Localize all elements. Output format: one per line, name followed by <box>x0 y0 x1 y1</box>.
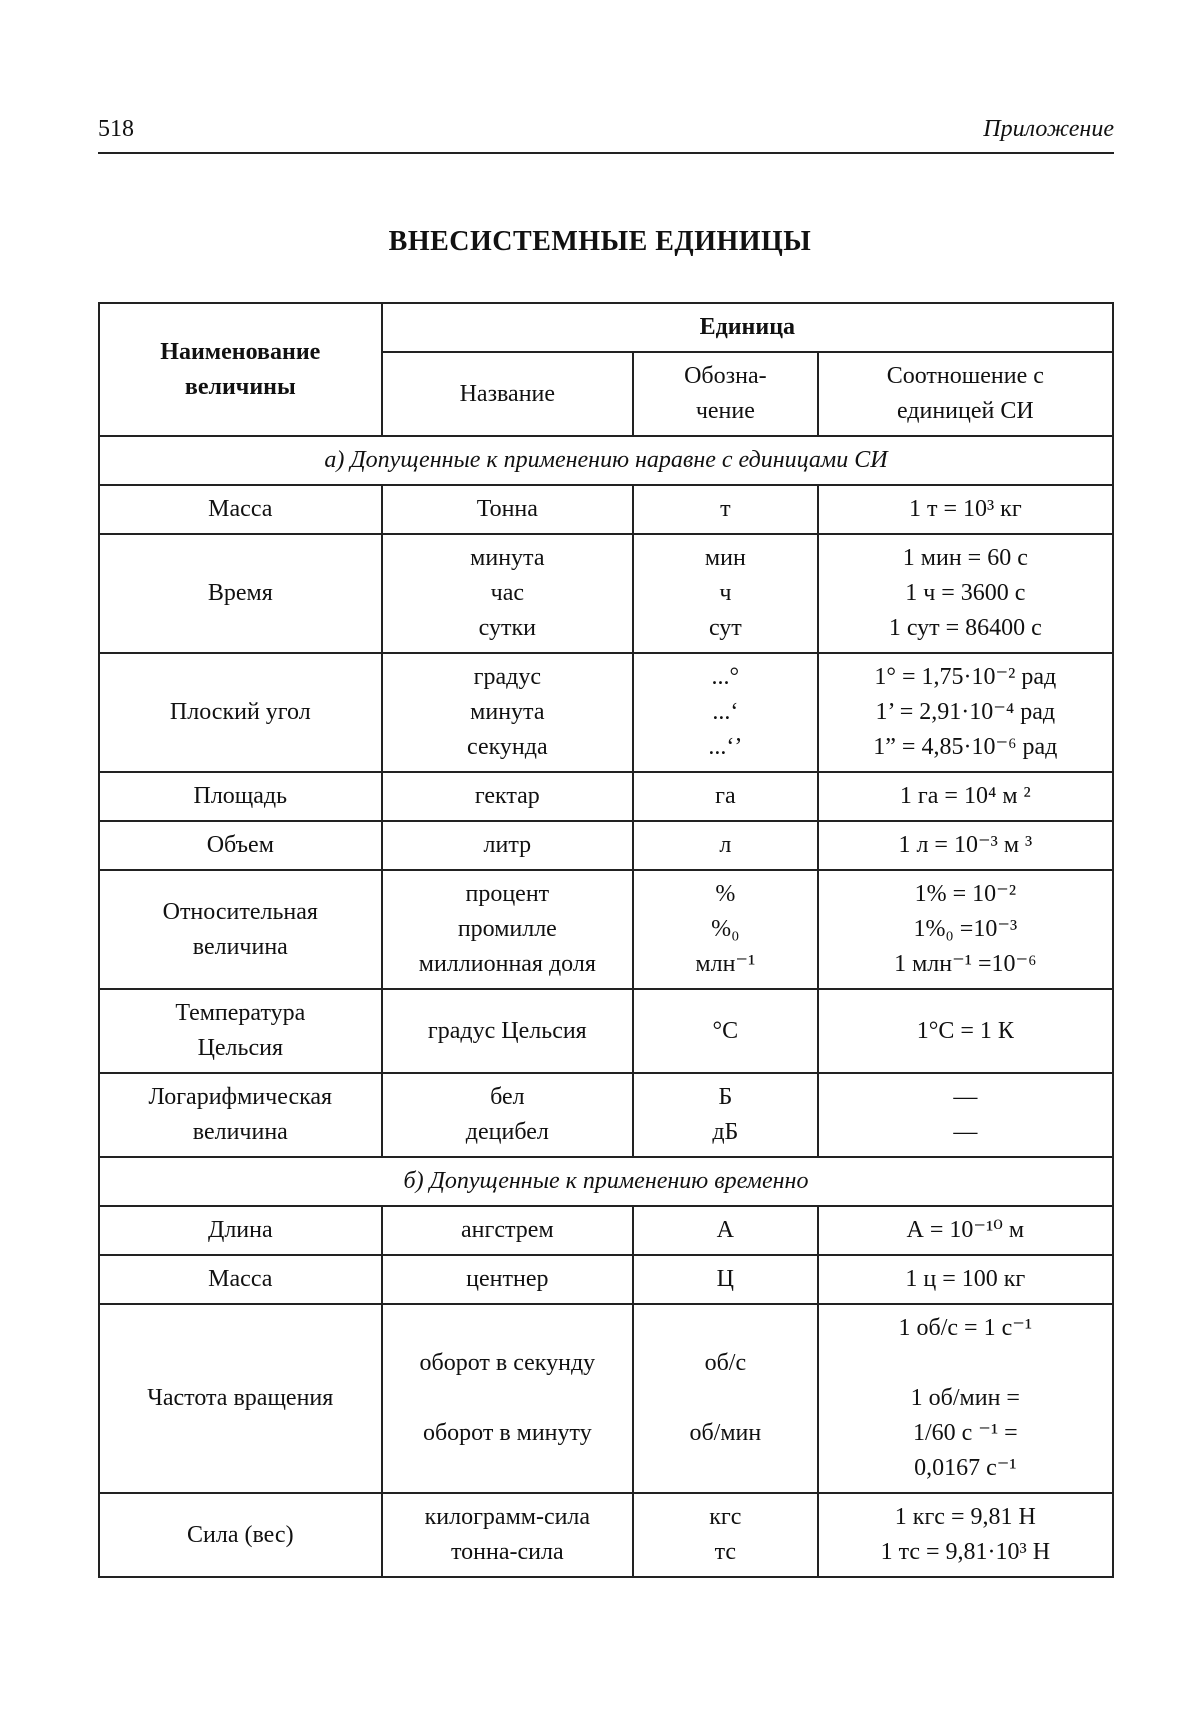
section-title: Приложение <box>983 116 1114 142</box>
name-cell: гектар <box>382 772 633 821</box>
symbol-cell: кгс тс <box>633 1493 818 1577</box>
name-cell: килограмм-сила тонна-сила <box>382 1493 633 1577</box>
name-cell: бел децибел <box>382 1073 633 1157</box>
quantity-cell: Частота вращения <box>99 1304 382 1493</box>
relation-cell: А = 10⁻¹⁰ м <box>818 1206 1113 1255</box>
relation-cell: 1°С = 1 К <box>818 989 1113 1073</box>
symbol-cell: % %₀ млн⁻¹ <box>633 870 818 989</box>
quantity-cell: Относительная величина <box>99 870 382 989</box>
quantity-cell: Плоский угол <box>99 653 382 772</box>
table-row <box>99 1073 1113 1157</box>
quantity-cell: Масса <box>99 485 382 534</box>
symbol-cell: Б дБ <box>633 1073 818 1157</box>
relation-cell: — — <box>818 1073 1113 1157</box>
name-cell: оборот в секунду оборот в минуту <box>382 1304 633 1493</box>
quantity-cell: Время <box>99 534 382 653</box>
header-relation: Соотношение с единицей СИ <box>818 352 1113 436</box>
relation-cell: 1 мин = 60 с 1 ч = 3600 с 1 сут = 86400 с <box>818 534 1113 653</box>
relation-cell: 1 кгс = 9,81 Н 1 тс = 9,81·10³ Н <box>818 1493 1113 1577</box>
page-number: 518 <box>98 116 134 142</box>
table-row <box>99 870 1113 989</box>
section-a-title: а) Допущенные к применению наравне с единицами СИ <box>99 436 1113 485</box>
symbol-cell: Ц <box>633 1255 818 1304</box>
relation-cell: 1° = 1,75·10⁻² рад 1’ = 2,91·10⁻⁴ рад 1” = 4,85·10⁻⁶ рад <box>818 653 1113 772</box>
table-row <box>99 1206 1113 1255</box>
name-cell: ангстрем <box>382 1206 633 1255</box>
quantity-cell: Сила (вес) <box>99 1493 382 1577</box>
name-cell: Тонна <box>382 485 633 534</box>
symbol-cell: °С <box>633 989 818 1073</box>
table-row <box>99 772 1113 821</box>
units-table <box>98 302 1114 1578</box>
quantity-cell: Температура Цельсия <box>99 989 382 1073</box>
symbol-cell: га <box>633 772 818 821</box>
relation-cell: 1 л = 10⁻³ м ³ <box>818 821 1113 870</box>
relation-cell: 1 ц = 100 кг <box>818 1255 1113 1304</box>
name-cell: процент промилле миллионная доля <box>382 870 633 989</box>
symbol-cell: л <box>633 821 818 870</box>
header-row <box>99 303 1113 352</box>
quantity-cell: Длина <box>99 1206 382 1255</box>
name-cell: минута час сутки <box>382 534 633 653</box>
symbol-cell: об/с об/мин <box>633 1304 818 1493</box>
table-row <box>99 1493 1113 1577</box>
header-name: Название <box>382 352 633 436</box>
name-cell: градус Цельсия <box>382 989 633 1073</box>
name-cell: градус минута секунда <box>382 653 633 772</box>
relation-cell: 1% = 10⁻² 1%₀ =10⁻³ 1 млн⁻¹ =10⁻⁶ <box>818 870 1113 989</box>
table-row <box>99 653 1113 772</box>
quantity-cell: Площадь <box>99 772 382 821</box>
page-header <box>98 112 1114 154</box>
name-cell: центнер <box>382 1255 633 1304</box>
table-row <box>99 534 1113 653</box>
section-b-title: б) Допущенные к применению временно <box>99 1157 1113 1206</box>
quantity-cell: Объем <box>99 821 382 870</box>
section-b-row <box>99 1157 1113 1206</box>
table-row <box>99 485 1113 534</box>
symbol-cell: ...° ...‘ ...‘’ <box>633 653 818 772</box>
page-title: ВНЕСИСТЕМНЫЕ ЕДИНИЦЫ <box>388 226 812 257</box>
relation-cell: 1 т = 10³ кг <box>818 485 1113 534</box>
relation-cell: 1 об/с = 1 с⁻¹ 1 об/мин = 1/60 с ⁻¹ = 0,0167 с⁻¹ <box>818 1304 1113 1493</box>
table-row <box>99 989 1113 1073</box>
header-quantity: Наименование величины <box>99 303 382 436</box>
name-cell: литр <box>382 821 633 870</box>
quantity-cell: Логарифмическая величина <box>99 1073 382 1157</box>
header-unit: Единица <box>382 303 1113 352</box>
symbol-cell: т <box>633 485 818 534</box>
quantity-cell: Масса <box>99 1255 382 1304</box>
table-row <box>99 1304 1113 1493</box>
header-symbol: Обозна- чение <box>633 352 818 436</box>
section-a-row <box>99 436 1113 485</box>
table-row <box>99 1255 1113 1304</box>
table-row <box>99 821 1113 870</box>
relation-cell: 1 га = 10⁴ м ² <box>818 772 1113 821</box>
symbol-cell: мин ч сут <box>633 534 818 653</box>
symbol-cell: А <box>633 1206 818 1255</box>
